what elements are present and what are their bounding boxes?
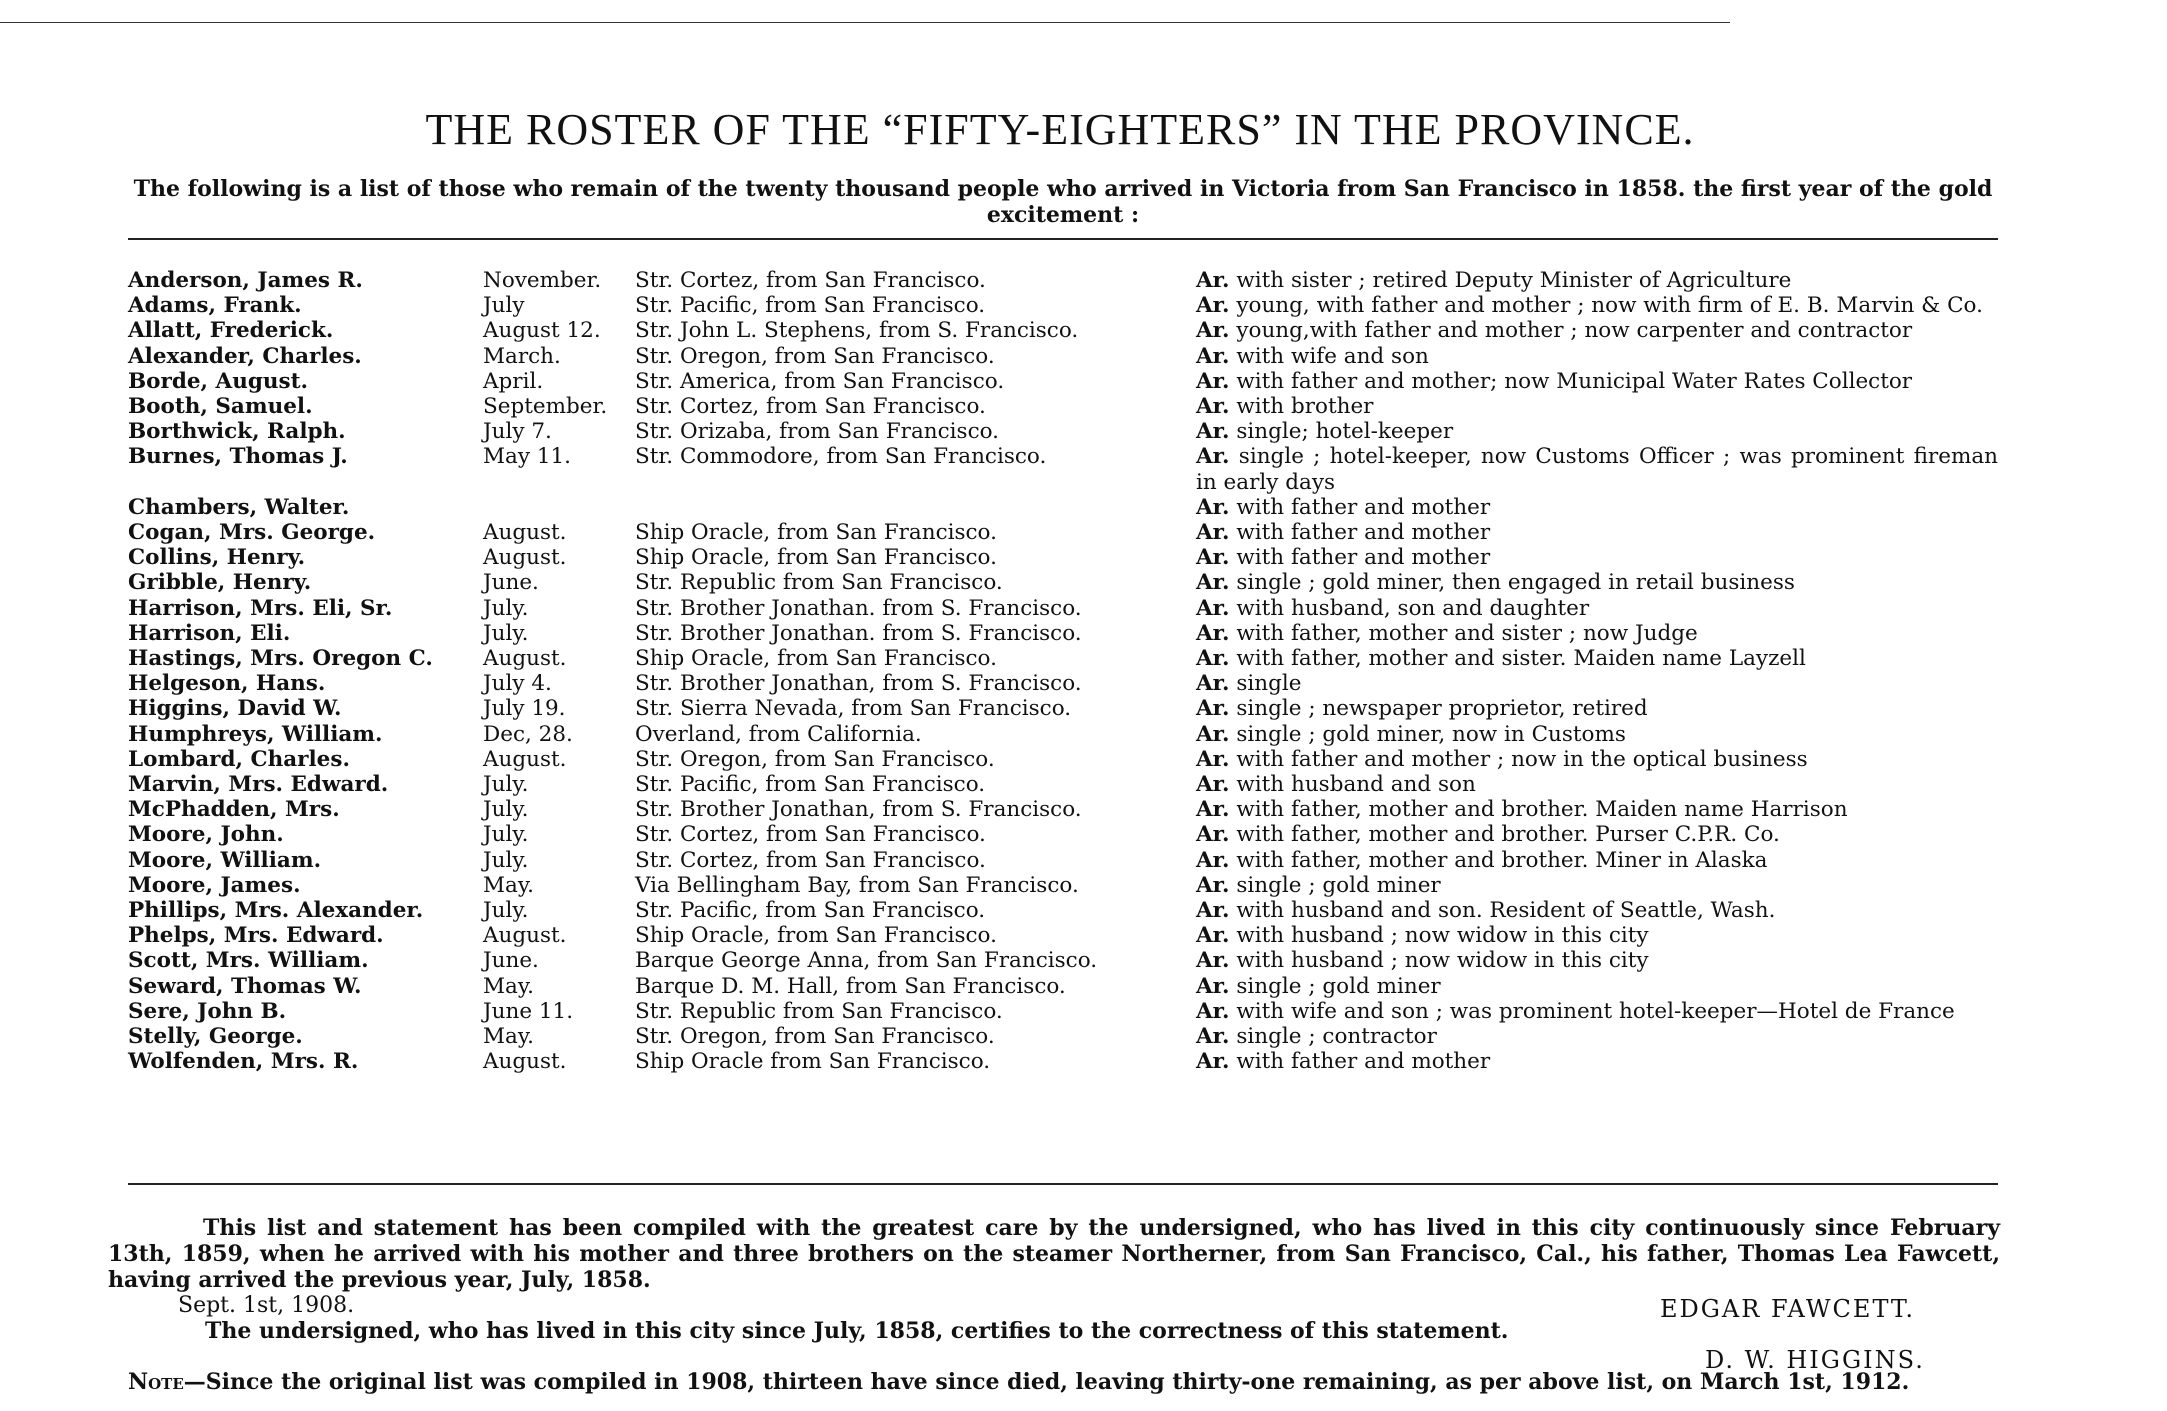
entry-name: Anderson, James R.: [128, 268, 363, 293]
entry-note: with father, mother and brother. Purser C.P.R. Co.: [1236, 822, 1780, 848]
entry-note: single ; hotel-keeper, now Customs Officer ; was prominent fireman in early days: [1196, 444, 1998, 495]
roster-row: [128, 822, 2008, 847]
entry-month: July.: [483, 797, 529, 823]
arrived-prefix: Ar.: [1196, 570, 1230, 596]
entry-vessel: Ship Oracle, from San Francisco.: [635, 520, 997, 546]
entry-name: Collins, Henry.: [128, 545, 306, 571]
entry-remarks: [1196, 268, 1998, 293]
entry-name: Stelly, George.: [128, 1024, 303, 1050]
footnote: [128, 1369, 1909, 1395]
entry-note: with husband ; now widow in this city: [1236, 948, 1649, 974]
roster-row: [128, 999, 2008, 1024]
entry-month: May.: [483, 872, 534, 898]
arrived-prefix: Ar.: [1196, 923, 1230, 949]
entry-remarks: [1196, 596, 1998, 621]
entry-note: with wife and son ; was prominent hotel-keeper—Hotel de France: [1236, 998, 1955, 1024]
roster-row: [128, 495, 2008, 520]
entry-name: Harrison, Eli.: [128, 620, 291, 646]
entry-remarks: [1196, 495, 1998, 520]
entry-remarks: [1196, 1049, 1998, 1074]
entry-name: Moore, William.: [128, 847, 322, 873]
entry-month: July 4.: [483, 671, 552, 697]
arrived-prefix: Ar.: [1196, 293, 1230, 319]
arrived-prefix: Ar.: [1196, 973, 1230, 999]
entry-remarks: [1196, 999, 1998, 1024]
roster-row: [128, 923, 2008, 948]
entry-vessel: Ship Oracle, from San Francisco.: [635, 646, 997, 672]
arrived-prefix: Ar.: [1196, 671, 1230, 697]
roster-row: [128, 747, 2008, 772]
entry-vessel: Str. Commodore, from San Francisco.: [635, 444, 1047, 470]
entry-vessel: Ship Oracle, from San Francisco.: [635, 923, 997, 949]
entry-month: August.: [483, 545, 567, 571]
roster-row: [128, 596, 2008, 621]
entry-remarks: [1196, 646, 1998, 671]
entry-note: with father, mother and sister. Maiden name Layzell: [1236, 646, 1806, 672]
entry-note: with father and mother: [1236, 494, 1491, 520]
entry-month: July.: [483, 772, 529, 798]
arrived-prefix: Ar.: [1196, 797, 1230, 823]
roster-row: [128, 419, 2008, 444]
entry-name: Humphreys, William.: [128, 721, 383, 747]
entry-name: Marvin, Mrs. Edward.: [128, 772, 389, 798]
roster-row: [128, 646, 2008, 671]
entry-remarks: [1196, 948, 1998, 973]
entry-remarks: [1196, 318, 1998, 343]
entry-note: with wife and son: [1236, 343, 1429, 369]
certification-text: The undersigned, who has lived in this city since July, 1858, certifies to the correctness of this statement.: [205, 1318, 1509, 1344]
entry-name: Booth, Samuel.: [128, 394, 313, 420]
entry-vessel: Str. Cortez, from San Francisco.: [635, 268, 986, 293]
entry-remarks: [1196, 848, 1998, 873]
entry-remarks: [1196, 873, 1998, 898]
entry-name: Alexander, Charles.: [128, 343, 362, 369]
entry-note: with father and mother: [1236, 520, 1491, 546]
arrived-prefix: Ar.: [1196, 646, 1230, 672]
entry-remarks: [1196, 394, 1998, 419]
entry-month: July.: [483, 898, 529, 924]
signature-higgins: D. W. HIGGINS.: [1705, 1346, 1925, 1374]
entry-name: Gribble, Henry.: [128, 570, 312, 596]
header-rule: [128, 238, 1998, 240]
entry-vessel: Str. Pacific, from San Francisco.: [635, 898, 986, 924]
entry-remarks: [1196, 520, 1998, 545]
footer-rule: [128, 1183, 1998, 1185]
entry-name: Borthwick, Ralph.: [128, 419, 346, 445]
footnote-text: —Since the original list was compiled in 1908, thirteen have since died, leaving thirty-one remaining, as per above list, on March 1st, 1912.: [183, 1369, 1910, 1395]
arrived-prefix: Ar.: [1196, 721, 1230, 747]
entry-month: Dec, 28.: [483, 721, 573, 747]
entry-note: single; hotel-keeper: [1236, 419, 1454, 445]
entry-note: with husband and son: [1236, 772, 1476, 798]
entry-month: July.: [483, 822, 529, 848]
entry-name: Sere, John B.: [128, 998, 287, 1024]
entry-remarks: [1196, 570, 1998, 595]
arrived-prefix: Ar.: [1196, 419, 1230, 445]
entry-vessel: Ship Oracle from San Francisco.: [635, 1049, 991, 1075]
entry-remarks: [1196, 419, 1998, 444]
entry-name: Allatt, Frederick.: [128, 318, 334, 344]
entry-remarks: [1196, 344, 1998, 369]
entry-note: with sister ; retired Deputy Minister of Agriculture: [1236, 268, 1792, 293]
entry-name: Moore, John.: [128, 822, 284, 848]
entry-vessel: Barque D. M. Hall, from San Francisco.: [635, 973, 1066, 999]
entry-name: Seward, Thomas W.: [128, 973, 362, 999]
entry-note: single ; contractor: [1236, 1024, 1437, 1050]
entry-month: June.: [483, 948, 539, 974]
entry-remarks: [1196, 797, 1998, 822]
entry-note: with husband ; now widow in this city: [1236, 923, 1649, 949]
arrived-prefix: Ar.: [1196, 872, 1230, 898]
entry-remarks: [1196, 293, 1998, 318]
entry-vessel: Str. Oregon, from San Francisco.: [635, 343, 995, 369]
entry-month: August.: [483, 646, 567, 672]
entry-month: August.: [483, 1049, 567, 1075]
arrived-prefix: Ar.: [1196, 998, 1230, 1024]
roster-row: [128, 1024, 2008, 1049]
arrived-prefix: Ar.: [1196, 822, 1230, 848]
entry-remarks: [1196, 696, 1998, 721]
entry-month: July: [483, 293, 525, 319]
entry-remarks: [1196, 1024, 1998, 1049]
roster-row: [128, 848, 2008, 873]
entry-month: September.: [483, 394, 608, 420]
entry-note: with father and mother; now Municipal Water Rates Collector: [1236, 368, 1913, 394]
entry-note: with father, mother and sister ; now Judge: [1236, 620, 1698, 646]
entry-note: with father and mother: [1236, 1049, 1491, 1075]
entry-month: August.: [483, 746, 567, 772]
roster-row: [128, 1049, 2008, 1074]
arrived-prefix: Ar.: [1196, 268, 1230, 293]
entry-month: June.: [483, 570, 539, 596]
entry-month: May.: [483, 973, 534, 999]
arrived-prefix: Ar.: [1196, 772, 1230, 798]
entry-vessel: Str. Orizaba, from San Francisco.: [635, 419, 1000, 445]
arrived-prefix: Ar.: [1196, 394, 1230, 420]
entry-vessel: Str. Brother Jonathan. from S. Francisco.: [635, 620, 1082, 646]
entry-month: June 11.: [483, 998, 574, 1024]
entry-vessel: Str. Brother Jonathan, from S. Francisco.: [635, 797, 1082, 823]
roster-row: [128, 570, 2008, 595]
entry-remarks: [1196, 369, 1998, 394]
roster-list: [128, 268, 2008, 1075]
entry-name: McPhadden, Mrs.: [128, 797, 340, 823]
entry-note: with father and mother ; now in the optical business: [1236, 746, 1808, 772]
entry-vessel: Barque George Anna, from San Francisco.: [635, 948, 1098, 974]
entry-name: Phillips, Mrs. Alexander.: [128, 898, 424, 924]
entry-remarks: [1196, 898, 1998, 923]
roster-row: [128, 722, 2008, 747]
entry-name: Borde, August.: [128, 368, 309, 394]
footnote-label: Note: [128, 1369, 184, 1395]
entry-month: March.: [483, 343, 561, 369]
entry-name: Higgins, David W.: [128, 696, 342, 722]
entry-note: with father, mother and brother. Miner in Alaska: [1236, 847, 1768, 873]
entry-month: April.: [483, 368, 544, 394]
entry-month: November.: [483, 268, 602, 293]
entry-vessel: Str. Republic from San Francisco.: [635, 570, 1003, 596]
entry-note: with brother: [1236, 394, 1374, 420]
arrived-prefix: Ar.: [1196, 1024, 1230, 1050]
roster-row: [128, 394, 2008, 419]
arrived-prefix: Ar.: [1196, 847, 1230, 873]
arrived-prefix: Ar.: [1196, 520, 1230, 546]
entry-remarks: [1196, 671, 1998, 696]
entry-month: August.: [483, 520, 567, 546]
entry-note: single ; gold miner: [1236, 872, 1441, 898]
entry-remarks: [1196, 545, 1998, 570]
entry-note: with father, mother and brother. Maiden name Harrison: [1236, 797, 1848, 823]
entry-month: July 19.: [483, 696, 566, 722]
entry-vessel: Overland, from California.: [635, 721, 922, 747]
entry-remarks: [1196, 621, 1998, 646]
arrived-prefix: Ar.: [1196, 746, 1230, 772]
entry-month: August.: [483, 923, 567, 949]
entry-name: Cogan, Mrs. George.: [128, 520, 376, 546]
entry-name: Phelps, Mrs. Edward.: [128, 923, 384, 949]
entry-remarks: [1196, 974, 1998, 999]
entry-month: August 12.: [483, 318, 601, 344]
entry-name: Lombard, Charles.: [128, 746, 350, 772]
entry-note: single ; newspaper proprietor, retired: [1236, 696, 1648, 722]
entry-name: Harrison, Mrs. Eli, Sr.: [128, 595, 393, 621]
entry-name: Burnes, Thomas J.: [128, 444, 348, 470]
entry-month: July.: [483, 595, 529, 621]
entry-remarks: [1196, 772, 1998, 797]
entry-vessel: Str. America, from San Francisco.: [635, 368, 1005, 394]
entry-month: May.: [483, 1024, 534, 1050]
arrived-prefix: Ar.: [1196, 494, 1230, 520]
arrived-prefix: Ar.: [1196, 620, 1230, 646]
roster-row: [128, 696, 2008, 721]
roster-row: [128, 369, 2008, 394]
intro-text: The following is a list of those who remain of the twenty thousand people who arrived in Victoria from San Francisco in 1858. the first year of the gold excitement :: [133, 176, 1993, 228]
roster-row: [128, 898, 2008, 923]
entry-name: Wolfenden, Mrs. R.: [128, 1049, 359, 1075]
entry-vessel: Str. Oregon, from San Francisco.: [635, 1024, 995, 1050]
entry-remarks: [1196, 923, 1998, 948]
entry-note: with husband, son and daughter: [1236, 595, 1590, 621]
entry-name: Adams, Frank.: [128, 293, 302, 319]
arrived-prefix: Ar.: [1196, 1049, 1230, 1075]
arrived-prefix: Ar.: [1196, 318, 1230, 344]
arrived-prefix: Ar.: [1196, 444, 1230, 470]
roster-row: [128, 268, 2008, 293]
entry-remarks: [1196, 722, 1998, 747]
entry-vessel: Str. Oregon, from San Francisco.: [635, 746, 995, 772]
arrived-prefix: Ar.: [1196, 595, 1230, 621]
roster-row: [128, 318, 2008, 343]
entry-name: Helgeson, Hans.: [128, 671, 326, 697]
entry-vessel: Str. Brother Jonathan. from S. Francisco.: [635, 595, 1082, 621]
entry-note: single ; gold miner: [1236, 973, 1441, 999]
arrived-prefix: Ar.: [1196, 545, 1230, 571]
entry-name: Scott, Mrs. William.: [128, 948, 369, 974]
entry-vessel: Str. Cortez, from San Francisco.: [635, 394, 986, 420]
entry-note: young, with father and mother ; now with firm of E. B. Marvin & Co.: [1236, 293, 1983, 319]
statement-date: Sept. 1st, 1908.: [178, 1293, 355, 1318]
entry-vessel: Str. Brother Jonathan, from S. Francisco.: [635, 671, 1082, 697]
roster-row: [128, 293, 2008, 318]
roster-row: [128, 444, 2008, 494]
page-title: THE ROSTER OF THE “FIFTY-EIGHTERS” IN THE PROVINCE.: [425, 105, 1695, 154]
entry-month: July.: [483, 847, 529, 873]
entry-note: single ; gold miner, now in Customs: [1236, 721, 1626, 747]
entry-remarks: [1196, 444, 1998, 494]
arrived-prefix: Ar.: [1196, 898, 1230, 924]
entry-month: July.: [483, 620, 529, 646]
entry-note: single ; gold miner, then engaged in retail business: [1236, 570, 1795, 596]
arrived-prefix: Ar.: [1196, 343, 1230, 369]
roster-row: [128, 797, 2008, 822]
roster-row: [128, 545, 2008, 570]
entry-month: May 11.: [483, 444, 572, 470]
entry-note: young,with father and mother ; now carpenter and contractor: [1236, 318, 1913, 344]
entry-vessel: Via Bellingham Bay, from San Francisco.: [635, 872, 1079, 898]
entry-name: Chambers, Walter.: [128, 494, 350, 520]
entry-month: July 7.: [483, 419, 552, 445]
entry-vessel: Str. Sierra Nevada, from San Francisco.: [635, 696, 1072, 722]
arrived-prefix: Ar.: [1196, 696, 1230, 722]
entry-vessel: Str. Cortez, from San Francisco.: [635, 822, 986, 848]
roster-row: [128, 948, 2008, 973]
roster-row: [128, 621, 2008, 646]
entry-remarks: [1196, 747, 1998, 772]
roster-row: [128, 344, 2008, 369]
entry-vessel: Ship Oracle, from San Francisco.: [635, 545, 997, 571]
entry-vessel: Str. Republic from San Francisco.: [635, 998, 1003, 1024]
top-rule: [0, 22, 1730, 23]
arrived-prefix: Ar.: [1196, 948, 1230, 974]
entry-vessel: Str. Pacific, from San Francisco.: [635, 772, 986, 798]
statement-paragraph: This list and statement has been compiled with the greatest care by the undersigned, who has lived in this city continuously since February 13th, 1859, when he arrived with his mother and three brothers on the steamer Northerner, from San Francisco, Cal., his father, Thomas Lea Fawcett, having arrived the previous year, July, 1858.: [108, 1215, 2000, 1293]
entry-vessel: Str. John L. Stephens, from S. Francisco.: [635, 318, 1079, 344]
entry-vessel: Str. Pacific, from San Francisco.: [635, 293, 986, 319]
arrived-prefix: Ar.: [1196, 368, 1230, 394]
roster-row: [128, 671, 2008, 696]
entry-name: Hastings, Mrs. Oregon C.: [128, 646, 433, 672]
entry-note: with husband and son. Resident of Seattle, Wash.: [1236, 898, 1776, 924]
entry-remarks: [1196, 822, 1998, 847]
roster-row: [128, 873, 2008, 898]
roster-row: [128, 772, 2008, 797]
entry-vessel: Str. Cortez, from San Francisco.: [635, 847, 986, 873]
signature-fawcett: EDGAR FAWCETT.: [1660, 1295, 1916, 1323]
entry-note: single: [1236, 671, 1302, 697]
roster-row: [128, 974, 2008, 999]
roster-row: [128, 520, 2008, 545]
entry-name: Moore, James.: [128, 872, 301, 898]
entry-note: with father and mother: [1236, 545, 1491, 571]
